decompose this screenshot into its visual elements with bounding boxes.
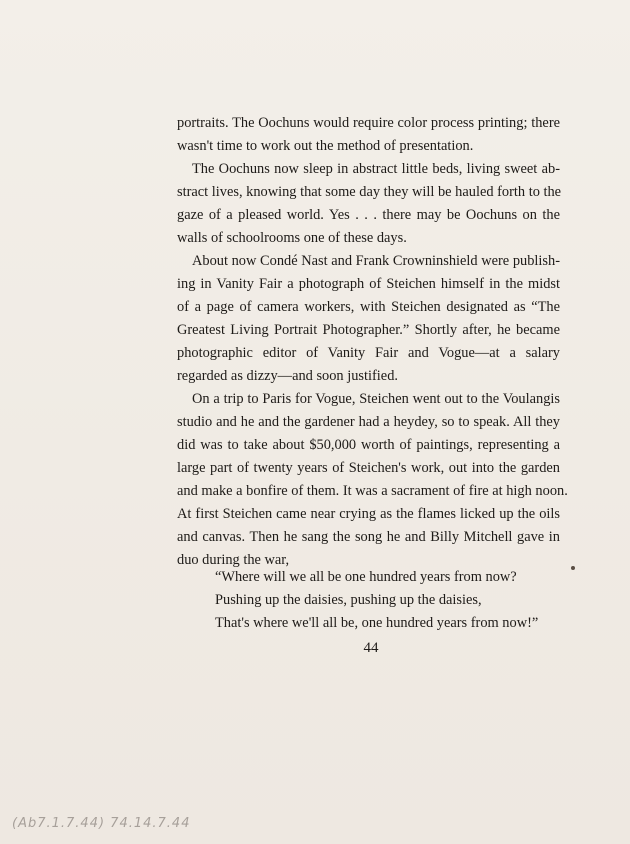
text-line: On a trip to Paris for Vogue, Steichen went out to the Voulangis xyxy=(192,391,560,407)
text-line: Greatest Living Portrait Photographer.” Shortly after, he became xyxy=(177,322,560,338)
text-line: portraits. The Oochuns would require color process printing; there xyxy=(177,115,560,131)
text-line: did was to take about $50,000 worth of paintings, representing a xyxy=(177,437,560,453)
page-number: 44 xyxy=(363,640,379,656)
text-line: walls of schoolrooms one of these days. xyxy=(177,230,407,246)
song-verse xyxy=(215,566,538,635)
ink-speck xyxy=(571,566,575,570)
text-line: studio and he and the gardener had a heydey, so to speak. All they xyxy=(177,414,560,430)
text-line: of a page of camera workers, with Steichen designated as “The xyxy=(177,299,560,315)
text-line: gaze of a pleased world. Yes . . . there may be Oochuns on the xyxy=(177,207,560,223)
verse-line: That's where we'll all be, one hundred years from now!” xyxy=(215,615,539,631)
text-line: duo during the war, xyxy=(177,552,290,568)
text-line: About now Condé Nast and Frank Crowninshield were publish- xyxy=(192,253,560,269)
verse-line: “Where will we all be one hundred years from now? xyxy=(215,569,517,585)
verse-line: Pushing up the daisies, pushing up the daisies, xyxy=(215,592,482,608)
text-line: wasn't time to work out the method of presentation. xyxy=(177,138,474,154)
pencil-annotation: (Ab7.1.7.44) 74.14.7.44 xyxy=(12,816,191,831)
body-text xyxy=(177,112,568,572)
text-line: and canvas. Then he sang the song he and Billy Mitchell gave in xyxy=(177,529,560,545)
text-line: regarded as dizzy—and soon justified. xyxy=(177,368,398,384)
text-line: large part of twenty years of Steichen's work, out into the garden xyxy=(177,460,560,476)
text-line: stract lives, knowing that some day they will be hauled forth to the xyxy=(177,184,562,200)
text-line: and make a bonfire of them. It was a sacrament of fire at high noon. xyxy=(177,483,568,499)
text-line: At first Steichen came near crying as the flames licked up the oils xyxy=(177,506,560,522)
text-line: photographic editor of Vanity Fair and Vogue—at a salary xyxy=(177,345,560,361)
text-line: ing in Vanity Fair a photograph of Steichen himself in the midst xyxy=(177,276,560,292)
text-line: The Oochuns now sleep in abstract little beds, living sweet ab- xyxy=(192,161,560,177)
